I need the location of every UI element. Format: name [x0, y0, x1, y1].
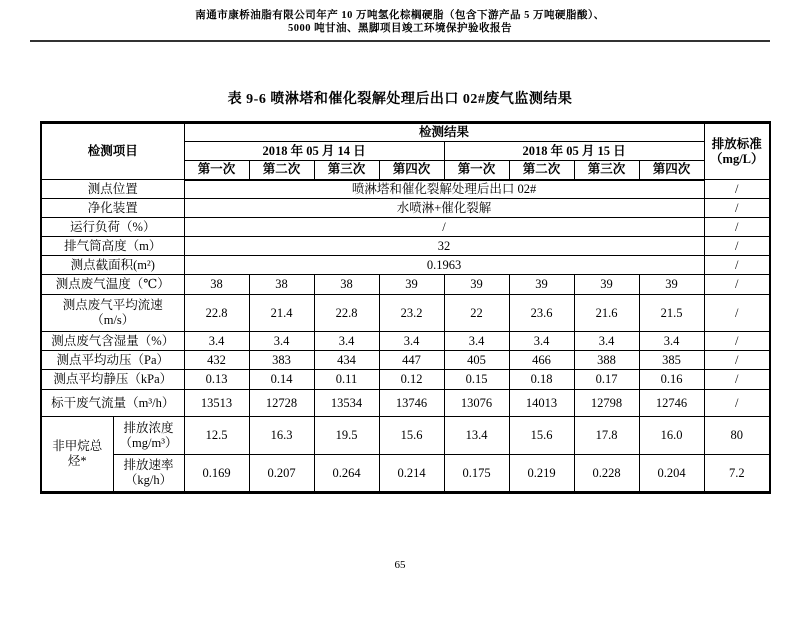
cell-value: 17.8 [574, 417, 639, 455]
cell-value: 21.4 [249, 295, 314, 332]
row-standard: / [704, 295, 770, 332]
table-row [41, 417, 770, 455]
row-label: 净化装置 [41, 199, 184, 218]
cell-value: 39 [509, 275, 574, 295]
cell-value: 12798 [574, 390, 639, 417]
cell-value: 0.214 [379, 455, 444, 493]
table-row [41, 295, 770, 332]
cell-value: 0.175 [444, 455, 509, 493]
table-row [41, 199, 770, 218]
row-label-line2: （kg/h） [124, 473, 173, 487]
cell-value: 3.4 [249, 332, 314, 351]
table-row [41, 370, 770, 390]
table-row [41, 455, 770, 493]
cell-value: 13076 [444, 390, 509, 417]
page-number: 65 [394, 559, 406, 571]
header-run: 第一次 [184, 161, 249, 180]
cell-value: 0.204 [639, 455, 704, 493]
header-run: 第二次 [509, 161, 574, 180]
row-standard: / [704, 180, 770, 199]
row-value: 32 [184, 237, 704, 256]
row-standard: 7.2 [704, 455, 770, 493]
cell-value: 0.17 [574, 370, 639, 390]
row-label: 排气筒高度（m） [41, 237, 184, 256]
cell-value: 19.5 [314, 417, 379, 455]
cell-value: 0.228 [574, 455, 639, 493]
report-header [0, 0, 800, 35]
cell-value: 434 [314, 351, 379, 370]
report-header-line1: 南通市康桥油脂有限公司年产 10 万吨氢化棕榈硬脂（包含下游产品 5 万吨硬脂酸）、 [195, 10, 605, 21]
row-label [113, 417, 184, 455]
header-standard-line2: （mg/L） [710, 151, 764, 166]
cell-value: 0.18 [509, 370, 574, 390]
cell-value: 15.6 [379, 417, 444, 455]
header-run: 第一次 [444, 161, 509, 180]
cell-value: 13746 [379, 390, 444, 417]
cell-value: 16.3 [249, 417, 314, 455]
cell-value: 0.169 [184, 455, 249, 493]
cell-value: 22.8 [184, 295, 249, 332]
cell-value: 23.2 [379, 295, 444, 332]
row-standard: 80 [704, 417, 770, 455]
cell-value: 12728 [249, 390, 314, 417]
table-row [41, 390, 770, 417]
cell-value: 0.16 [639, 370, 704, 390]
cell-value: 0.11 [314, 370, 379, 390]
table-row [41, 180, 770, 199]
cell-value: 13534 [314, 390, 379, 417]
cell-value: 39 [574, 275, 639, 295]
row-label-line2: （m/s） [91, 313, 135, 327]
cell-value: 0.207 [249, 455, 314, 493]
cell-value: 0.14 [249, 370, 314, 390]
header-date-2: 2018 年 05 月 15 日 [444, 142, 704, 161]
row-label: 测点截面积(m²) [41, 256, 184, 275]
row-standard: / [704, 370, 770, 390]
table-title: 表 9-6 喷淋塔和催化裂解处理后出口 02#废气监测结果 [227, 92, 573, 107]
cell-value: 3.4 [574, 332, 639, 351]
cell-value: 405 [444, 351, 509, 370]
row-standard: / [704, 351, 770, 370]
table-row [41, 256, 770, 275]
cell-value: 0.219 [509, 455, 574, 493]
cell-value: 12746 [639, 390, 704, 417]
row-label: 测点废气含湿量（%） [41, 332, 184, 351]
cell-value: 13513 [184, 390, 249, 417]
cell-value: 22.8 [314, 295, 379, 332]
cell-value: 38 [314, 275, 379, 295]
row-standard: / [704, 237, 770, 256]
row-label: 测点废气温度（℃） [41, 275, 184, 295]
monitoring-results-table [40, 121, 771, 494]
row-label-line1: 测点废气平均流速 [62, 298, 163, 312]
cell-value: 432 [184, 351, 249, 370]
header-run: 第四次 [639, 161, 704, 180]
cell-value: 385 [639, 351, 704, 370]
cell-value: 3.4 [379, 332, 444, 351]
header-run: 第三次 [314, 161, 379, 180]
cell-value: 3.4 [639, 332, 704, 351]
cell-value: 22 [444, 295, 509, 332]
header-divider [30, 40, 770, 42]
row-standard: / [704, 218, 770, 237]
cell-value: 0.264 [314, 455, 379, 493]
cell-value: 21.6 [574, 295, 639, 332]
cell-value: 38 [184, 275, 249, 295]
header-standard [704, 123, 770, 180]
table-row [41, 351, 770, 370]
row-label: 测点位置 [41, 180, 184, 199]
row-value: 水喷淋+催化裂解 [184, 199, 704, 218]
row-value: 0.1963 [184, 256, 704, 275]
cell-value: 21.5 [639, 295, 704, 332]
table-row [41, 218, 770, 237]
cell-value: 3.4 [444, 332, 509, 351]
row-standard: / [704, 275, 770, 295]
cell-value: 39 [639, 275, 704, 295]
row-standard: / [704, 332, 770, 351]
cell-value: 16.0 [639, 417, 704, 455]
table-row [41, 275, 770, 295]
cell-value: 13.4 [444, 417, 509, 455]
group-label-line1: 非甲烷总 [52, 439, 103, 453]
row-label [41, 295, 184, 332]
cell-value: 38 [249, 275, 314, 295]
cell-value: 15.6 [509, 417, 574, 455]
cell-value: 14013 [509, 390, 574, 417]
row-label: 测点平均动压（Pa） [41, 351, 184, 370]
cell-value: 0.15 [444, 370, 509, 390]
table-row [41, 332, 770, 351]
row-label-line1: 排放浓度 [123, 420, 174, 435]
header-run: 第二次 [249, 161, 314, 180]
header-item: 检测项目 [41, 123, 184, 180]
header-result: 检测结果 [184, 123, 704, 142]
cell-value: 23.6 [509, 295, 574, 332]
cell-value: 0.13 [184, 370, 249, 390]
header-date-1: 2018 年 05 月 14 日 [184, 142, 444, 161]
cell-value: 388 [574, 351, 639, 370]
cell-value: 12.5 [184, 417, 249, 455]
group-label-line2: 烃* [67, 454, 87, 468]
row-label: 运行负荷（%） [41, 218, 184, 237]
row-label: 测点平均静压（kPa） [41, 370, 184, 390]
header-run: 第三次 [574, 161, 639, 180]
cell-value: 39 [379, 275, 444, 295]
cell-value: 3.4 [314, 332, 379, 351]
row-standard: / [704, 256, 770, 275]
cell-value: 0.12 [379, 370, 444, 390]
group-label [41, 417, 113, 493]
cell-value: 447 [379, 351, 444, 370]
cell-value: 383 [249, 351, 314, 370]
cell-value: 466 [509, 351, 574, 370]
cell-value: 39 [444, 275, 509, 295]
cell-value: 3.4 [509, 332, 574, 351]
cell-value: 3.4 [184, 332, 249, 351]
row-label-line2: （mg/m³） [119, 435, 178, 450]
row-label-line1: 排放速率 [123, 458, 174, 472]
row-standard: / [704, 390, 770, 417]
header-standard-line1: 排放标准 [711, 136, 762, 151]
row-standard: / [704, 199, 770, 218]
report-header-line2: 5000 吨甘油、黑脚项目竣工环境保护验收报告 [287, 23, 513, 34]
row-label: 标干废气流量（m³/h） [41, 390, 184, 417]
table-row [41, 237, 770, 256]
row-value: 喷淋塔和催化裂解处理后出口 02# [184, 180, 704, 199]
row-value: / [184, 218, 704, 237]
row-label [113, 455, 184, 493]
header-run: 第四次 [379, 161, 444, 180]
